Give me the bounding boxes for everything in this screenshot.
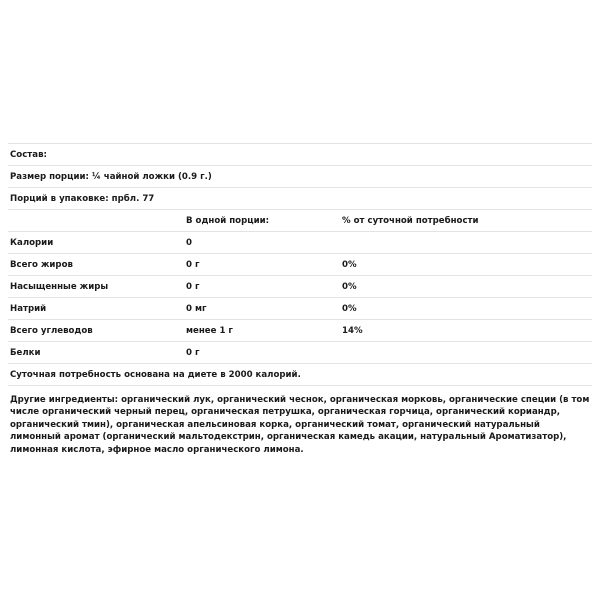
nutrient-daily-value: 0% bbox=[342, 303, 357, 314]
column-header-per-serving: В одной порции: bbox=[186, 215, 270, 226]
nutrient-row-total-carbohydrate bbox=[8, 320, 592, 342]
composition-label: Состав: bbox=[10, 149, 47, 160]
nutrient-amount: менее 1 г bbox=[186, 325, 233, 336]
nutrient-daily-value: 0% bbox=[342, 281, 357, 292]
nutrient-amount: 0 г bbox=[186, 281, 200, 292]
column-header-row bbox=[8, 210, 592, 232]
nutrient-row-sodium bbox=[8, 298, 592, 320]
nutrient-row-total-fat bbox=[8, 254, 592, 276]
nutrient-daily-value: 14% bbox=[342, 325, 363, 336]
nutrient-name: Насыщенные жиры bbox=[10, 281, 109, 292]
nutrient-daily-value: 0% bbox=[342, 259, 357, 270]
nutrient-amount: 0 г bbox=[186, 347, 200, 358]
nutrient-name: Белки bbox=[10, 347, 41, 358]
nutrient-row-calories bbox=[8, 232, 592, 254]
composition-row bbox=[8, 143, 592, 166]
other-ingredients-label: Другие ингредиенты: bbox=[10, 395, 119, 405]
servings-per-container-text: Порций в упаковке: прбл. 77 bbox=[10, 193, 155, 204]
nutrient-name: Всего углеводов bbox=[10, 325, 93, 336]
nutrient-name: Натрий bbox=[10, 303, 47, 314]
column-header-daily-value: % от суточной потребности bbox=[342, 215, 479, 226]
nutrient-name: Калории bbox=[10, 237, 54, 248]
other-ingredients-text: органический лук, органический чеснок, органическая морковь, органические специи (в том числе органический черный перец, органическая петрушка, органическая горчица, органический кориандр, органический тмин), органическая апельсиновая корка, органический томат, органический натуральный лимонный аромат (органический мальтодекстрин, органическая камедь акации, натуральный Ароматизатор), лимонная кислота, эфирное масло органического лимона. bbox=[10, 395, 590, 455]
nutrient-row-saturated-fat bbox=[8, 276, 592, 298]
nutrient-amount: 0 bbox=[186, 237, 192, 248]
serving-size-row bbox=[8, 166, 592, 188]
servings-per-container-row bbox=[8, 188, 592, 210]
nutrient-name: Всего жиров bbox=[10, 259, 73, 270]
nutrient-amount: 0 г bbox=[186, 259, 200, 270]
other-ingredients bbox=[8, 394, 592, 456]
supplement-facts-document bbox=[8, 143, 592, 456]
serving-size-text: Размер порции: ¼ чайной ложки (0.9 г.) bbox=[10, 171, 212, 182]
nutrient-row-protein bbox=[8, 342, 592, 364]
daily-value-footnote: Суточная потребность основана на диете в 2000 калорий. bbox=[8, 364, 592, 386]
nutrient-amount: 0 мг bbox=[186, 303, 207, 314]
